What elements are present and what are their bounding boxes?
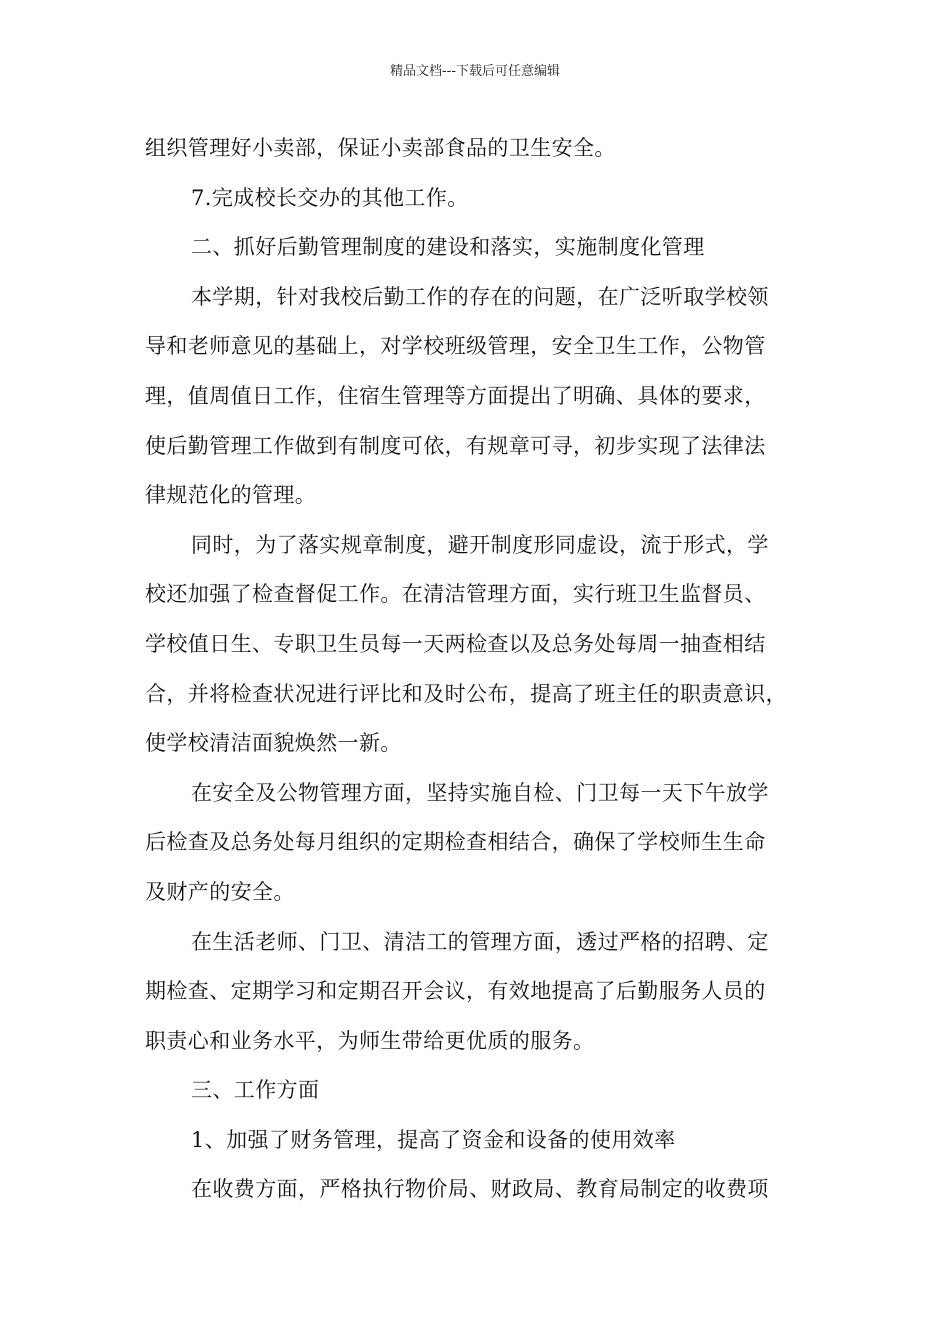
- text-line: 在生活老师、门卫、清洁工的管理方面，透过严格的招聘、定: [191, 929, 769, 954]
- text-line: 在收费方面，严格执行物价局、财政局、教育局制定的收费项: [191, 1177, 769, 1202]
- text-line: 使后勤管理工作做到有制度可依，有规章可寻，初步实现了法律法: [145, 433, 766, 458]
- document-body: [145, 124, 825, 1215]
- text-line: 7.完成校长交办的其他工作。: [191, 185, 469, 210]
- text-line: 校还加强了检查督促工作。在清洁管理方面，实行班卫生监督员、: [145, 582, 766, 607]
- text-line: 期检查、定期学习和定期召开会议，有效地提高了后勤服务人员的: [145, 979, 766, 1004]
- text-line: 使学校清洁面貌焕然一新。: [145, 731, 402, 756]
- text-line: 在安全及公物管理方面，坚持实施自检、门卫每一天下午放学: [191, 780, 769, 805]
- text-line: 后检查及总务处每月组织的定期检查相结合，确保了学校师生生命: [145, 830, 766, 855]
- page-header: 精品文档---下载后可任意编辑: [389, 64, 561, 79]
- text-line: 职责心和业务水平，为师生带给更优质的服务。: [145, 1028, 595, 1053]
- text-line: 三、工作方面: [191, 1078, 320, 1103]
- text-line: 学校值日生、专职卫生员每一天两检查以及总务处每周一抽查相结: [145, 631, 766, 656]
- text-line: 同时，为了落实规章制度，避开制度形同虚设，流于形式，学: [191, 532, 769, 557]
- text-line: 律规范化的管理。: [145, 483, 317, 508]
- text-line: 及财产的安全。: [145, 879, 295, 904]
- text-line: 组织管理好小卖部，保证小卖部食品的卫生安全。: [145, 136, 616, 160]
- text-line: 合，并将检查状况进行评比和及时公布，提高了班主任的职责意识，: [145, 681, 787, 706]
- text-line: 二、抓好后勤管理制度的建设和落实，实施制度化管理: [191, 235, 705, 260]
- text-line: 理，值周值日工作，住宿生管理等方面提出了明确、具体的要求，: [145, 383, 766, 408]
- text-line: 本学期，针对我校后勤工作的存在的问题，在广泛听取学校领: [191, 284, 769, 309]
- text-line: 1、加强了财务管理，提高了资金和设备的使用效率: [191, 1127, 676, 1152]
- text-line: 导和老师意见的基础上，对学校班级管理，安全卫生工作，公物管: [145, 334, 766, 359]
